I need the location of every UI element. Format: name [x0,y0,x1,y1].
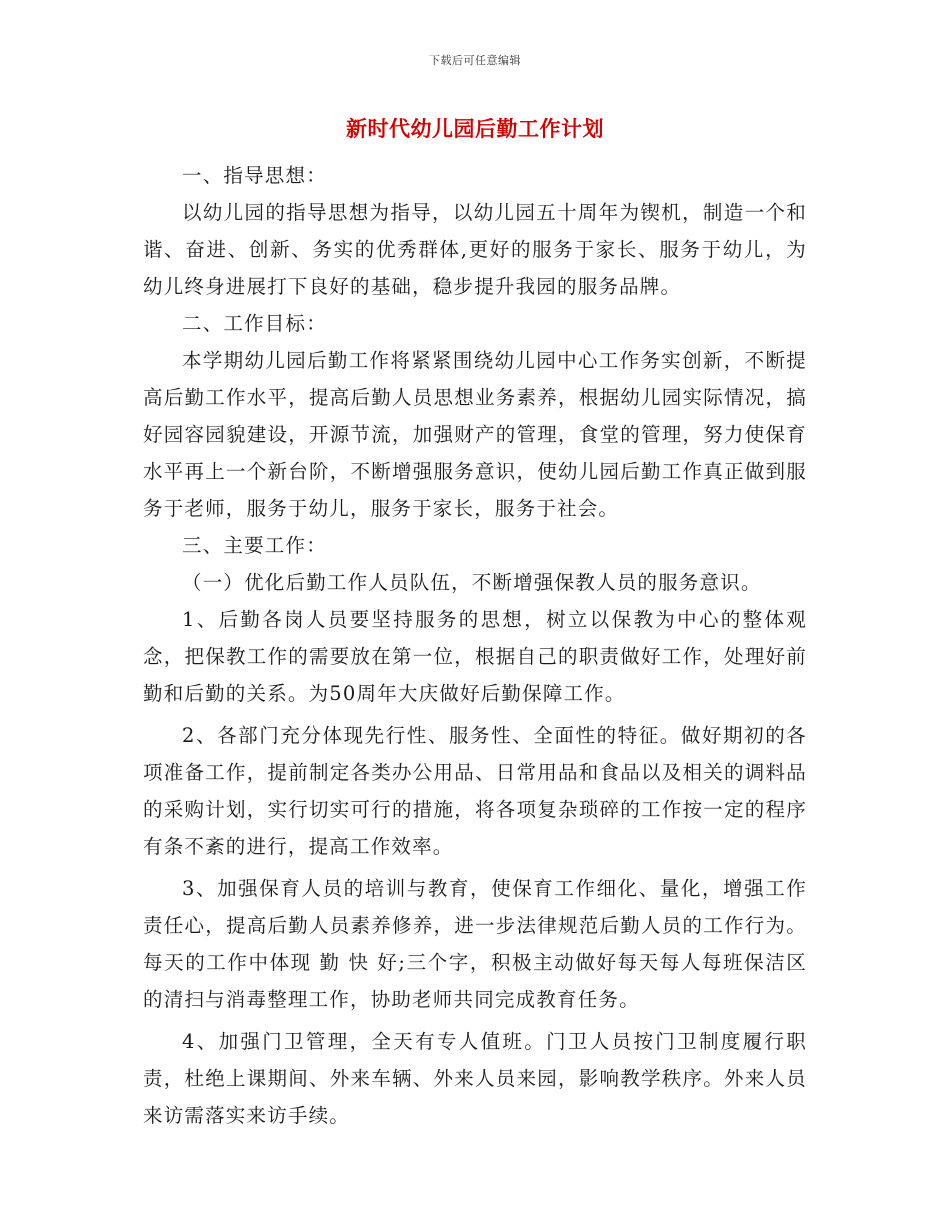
page-header-note: 下载后可任意编辑 [429,54,521,67]
section-heading-guiding-thought: 一、指导思想： [182,164,327,187]
subsection-heading-staff: （一）优化后勤工作人员队伍，不断增强保教人员的服务意识。 [182,571,762,594]
paragraph-item-1: 1、后勤各岗人员要坚持服务的思想，树立以保教为中心的整体观念，把保教工作的需要放在第一位，根据自己的职责做好工作，处理好前勤和后勤的关系。为50周年大庆做好后勤保障工作。 [143,608,807,705]
paragraph-item-2: 2、各部门充分体现先行性、服务性、全面性的特征。做好期初的各项准备工作，提前制定各类办公用品、日常用品和食品以及相关的调料品的采购计划，实行切实可行的措施，将各项复杂琐碎的工作按一定的程序有条不紊的进行，提高工作效率。 [143,724,807,858]
paragraph-guiding-thought: 以幼儿园的指导思想为指导，以幼儿园五十周年为锲机，制造一个和谐、奋进、创新、务实的优秀群体,更好的服务于家长、服务于幼儿，为幼儿终身进展打下良好的基础，稳步提升我园的服务品牌。 [143,201,807,298]
paragraph-work-goals: 本学期幼儿园后勤工作将紧紧围绕幼儿园中心工作务实创新，不断提高后勤工作水平，提高后勤人员思想业务素养，根据幼儿园实际情况，搞好园容园貌建设，开源节流，加强财产的管理，食堂的管理，努力使保育水平再上一个新台阶，不断增强服务意识，使幼儿园后勤工作真正做到服务于老师，服务于幼儿，服务于家长，服务于社会。 [143,349,807,520]
document-title: 新时代幼儿园后勤工作计划 [346,116,604,141]
paragraph-item-3: 3、加强保育人员的培训与教育，使保育工作细化、量化，增强工作责任心，提高后勤人员素养修养，进一步法律规范后勤人员的工作行为。每天的工作中体现 勤 快 好;三个字，积极主动做好每天每人每班保洁区的清扫与消毒整理工作，协助老师共同完成教育任务。 [143,877,807,1011]
document-body [143,157,807,1134]
paragraph-item-4: 4、加强门卫管理，全天有专人值班。门卫人员按门卫制度履行职责，杜绝上课期间、外来车辆、外来人员来园，影响教学秩序。外来人员来访需落实来访手续。 [143,1030,807,1127]
section-heading-work-goals: 二、工作目标： [182,312,327,335]
section-heading-main-work: 三、主要工作： [182,534,327,557]
